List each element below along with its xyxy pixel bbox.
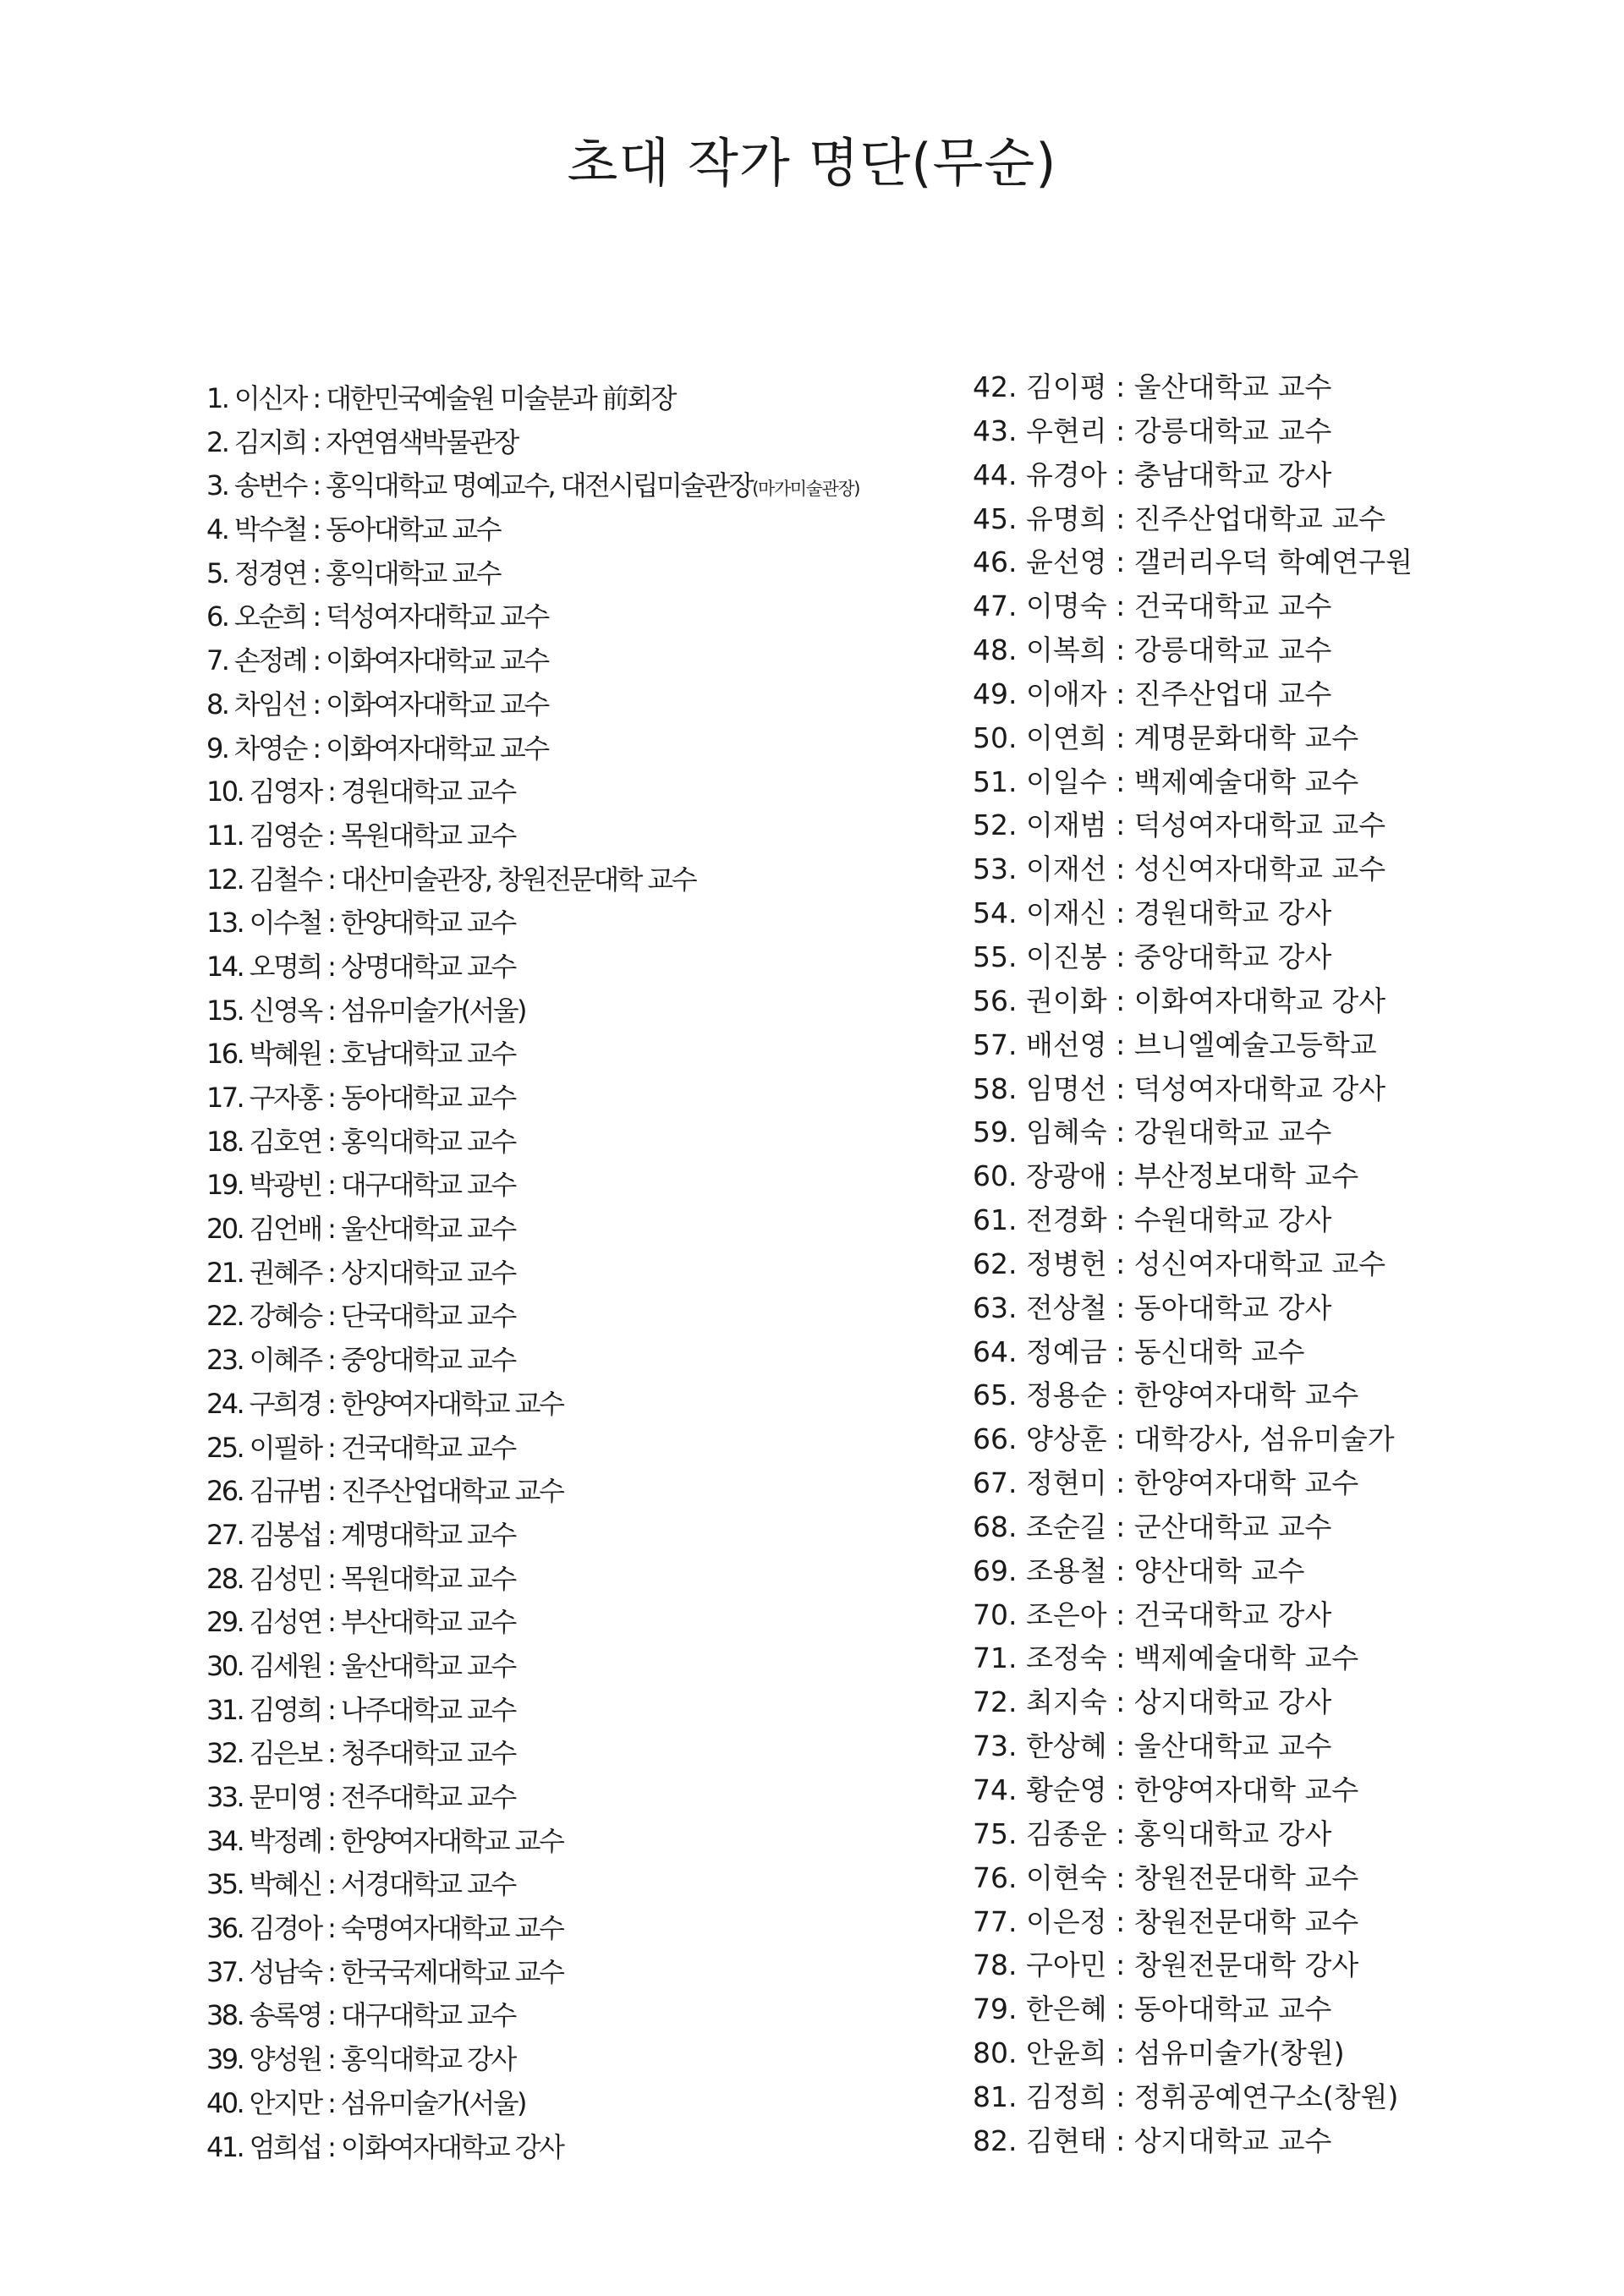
artist-entry [206,1776,951,1820]
artist-entry-text: 58. 임명선 : 덕성여자대학교 강사 [973,1071,1386,1105]
artist-entry-text: 33. 문미영 : 전주대학교 교수 [206,1781,515,1813]
artist-entry [206,2126,951,2170]
artist-entry [973,497,1599,541]
artist-entry-text: 9. 차영순 : 이화여자대학교 교수 [206,732,548,764]
artist-entry-text: 1. 이신자 : 대한민국예술원 미술분과 前회장 [206,382,675,414]
artist-entry-text: 72. 최지숙 : 상지대학교 강사 [973,1685,1332,1719]
artist-entry [206,1732,951,1776]
artist-entry [206,1470,951,1514]
artist-entry-text: 28. 김성민 : 목원대학교 교수 [206,1562,515,1595]
artist-entry [206,1863,951,1907]
artist-entry [973,2119,1599,2163]
artist-entry-text: 34. 박정례 : 한양여자대학교 교수 [206,1824,563,1857]
artist-entry [206,421,951,465]
artist-entry [206,464,951,508]
artist-list-right-column [973,365,1599,2163]
page-title: 초대 작가 명단(무순) [567,132,1057,194]
artist-entry [206,770,951,814]
artist-entry-text: 59. 임혜숙 : 강원대학교 교수 [973,1115,1332,1149]
artist-entry [973,979,1599,1023]
artist-entry-text: 18. 김호연 : 홍익대학교 교수 [206,1125,515,1158]
artist-entry-text: 47. 이명숙 : 건국대학교 교수 [973,589,1332,623]
artist-entry-text: 36. 김경아 : 숙명여자대학교 교수 [206,1912,563,1945]
artist-entry [206,508,951,552]
artist-entry [973,891,1599,935]
artist-entry [973,1856,1599,1900]
artist-entry [206,1994,951,2038]
artist-entry-text: 27. 김봉섭 : 계명대학교 교수 [206,1518,515,1551]
artist-entry [206,1252,951,1296]
artist-entry-text: 77. 이은정 : 창원전문대학 교수 [973,1904,1359,1938]
artist-entry-text: 56. 권이화 : 이화여자대학교 강사 [973,984,1386,1017]
artist-entry-text: 49. 이애자 : 진주산업대 교수 [973,677,1332,710]
artist-entry [973,1943,1599,1987]
artist-entry-text: 43. 우현리 : 강릉대학교 교수 [973,414,1332,447]
artist-entry-text: 64. 정예금 : 동신대학 교수 [973,1334,1305,1368]
artist-entry [973,716,1599,760]
artist-entry-text: 22. 강혜승 : 단국대학교 교수 [206,1300,515,1333]
artist-entry [973,935,1599,979]
artist-entry-text: 17. 구자홍 : 동아대학교 교수 [206,1082,515,1114]
artist-entry-text: 24. 구희경 : 한양여자대학교 교수 [206,1387,563,1420]
artist-entry-text: 7. 손정례 : 이화여자대학교 교수 [206,644,548,677]
artist-entry-text: 20. 김언배 : 울산대학교 교수 [206,1213,515,1246]
artist-entry-text: 23. 이혜주 : 중앙대학교 교수 [206,1344,515,1377]
artist-entry-note: (마가미술관장) [752,479,860,500]
artist-entry [973,1286,1599,1330]
artist-entry-text: 73. 한상혜 : 울산대학교 교수 [973,1729,1332,1763]
artist-entry-text: 74. 황순영 : 한양여자대학 교수 [973,1773,1359,1806]
artist-entry-text: 80. 안윤희 : 섬유미술가(창원) [973,2036,1345,2070]
artist-entry [206,727,951,771]
artist-entry-text: 52. 이재범 : 덕성여자대학교 교수 [973,808,1386,842]
artist-entry [973,1154,1599,1198]
artist-entry [973,1724,1599,1768]
artist-entry-text: 60. 장광애 : 부산정보대학 교수 [973,1159,1359,1193]
artist-entry [973,1549,1599,1593]
artist-entry-text: 76. 이현숙 : 창원전문대학 교수 [973,1860,1359,1894]
artist-entry-text: 53. 이재선 : 성신여자대학교 교수 [973,852,1386,886]
artist-entry-text: 79. 한은혜 : 동아대학교 교수 [973,1992,1332,2026]
artist-entry-text: 66. 양상훈 : 대학강사, 섬유미술가 [973,1422,1395,1456]
artist-entry [973,2075,1599,2119]
artist-entry-text: 41. 엄희섭 : 이화여자대학교 강사 [206,2130,563,2163]
artist-entry-text: 44. 유경아 : 충남대학교 강사 [973,458,1332,491]
artist-entry [206,858,951,902]
artist-entry [973,1417,1599,1461]
artist-entry-text: 13. 이수철 : 한양대학교 교수 [206,907,515,940]
artist-entry-text: 69. 조용철 : 양산대학 교수 [973,1553,1305,1587]
artist-entry [206,1427,951,1471]
artist-entry [206,552,951,596]
artist-entry-text: 39. 양성원 : 홍익대학교 강사 [206,2043,515,2076]
artist-entry [206,1820,951,1864]
artist-entry [206,1689,951,1733]
artist-entry-text: 8. 차임선 : 이화여자대학교 교수 [206,688,548,721]
artist-entry [973,1242,1599,1286]
artist-entry-text: 63. 전상철 : 동아대학교 강사 [973,1290,1332,1324]
artist-entry-text: 50. 이연희 : 계명문화대학 교수 [973,721,1359,754]
artist-entry-text: 4. 박수철 : 동아대학교 교수 [206,513,500,546]
artist-entry [206,989,951,1033]
artist-entry-text: 62. 정병헌 : 성신여자대학교 교수 [973,1247,1386,1280]
artist-entry [973,2031,1599,2075]
artist-entry [206,1121,951,1164]
artist-entry-text: 38. 송록영 : 대구대학교 교수 [206,1999,515,2032]
artist-entry [973,1987,1599,2031]
artist-entry [973,1812,1599,1856]
artist-entry-text: 5. 정경연 : 홍익대학교 교수 [206,556,500,589]
artist-entry [973,672,1599,716]
artist-entry-text: 19. 박광빈 : 대구대학교 교수 [206,1169,515,1202]
artist-entry [973,760,1599,804]
artist-entry [973,1198,1599,1242]
artist-entry [206,1558,951,1602]
artist-entry-text: 57. 배선영 : 브니엘예술고등학교 [973,1027,1377,1061]
artist-entry [973,1023,1599,1067]
artist-entry [973,1593,1599,1637]
artist-entry [973,803,1599,847]
artist-entry [973,1636,1599,1680]
artist-entry-text: 42. 김이평 : 울산대학교 교수 [973,370,1332,403]
artist-entry [206,1295,951,1339]
artist-entry [973,847,1599,891]
artist-entry-text: 10. 김영자 : 경원대학교 교수 [206,775,515,808]
artist-entry [973,409,1599,453]
artist-entry-text: 82. 김현태 : 상지대학교 교수 [973,2123,1332,2157]
artist-entry [206,945,951,989]
artist-entry-text: 3. 송번수 : 홍익대학교 명예교수, 대전시립미술관장 [206,469,753,502]
artist-entry [206,683,951,727]
artist-entry [973,1373,1599,1417]
artist-entry-text: 45. 유명희 : 진주산업대학교 교수 [973,501,1386,535]
artist-entry [206,2038,951,2082]
artist-entry [973,1768,1599,1812]
artist-entry-text: 51. 이일수 : 백제예술대학 교수 [973,764,1359,798]
artist-entry [206,2082,951,2126]
artist-entry-text: 35. 박혜신 : 서경대학교 교수 [206,1868,515,1901]
artist-entry [206,901,951,945]
artist-entry [206,1383,951,1427]
artist-entry-text: 46. 윤선영 : 갤러리우덕 학예연구원 [973,545,1413,579]
artist-entry [973,1505,1599,1549]
artist-entry-text: 67. 정현미 : 한양여자대학 교수 [973,1466,1359,1500]
artist-entry-text: 32. 김은보 : 청주대학교 교수 [206,1737,515,1770]
artist-entry [973,1067,1599,1111]
artist-list-left-column [206,377,951,2169]
artist-entry [206,1514,951,1558]
artist-entry-text: 61. 전경화 : 수원대학교 강사 [973,1203,1332,1237]
artist-entry [973,1900,1599,1944]
artist-entry-text: 71. 조정숙 : 백제예술대학 교수 [973,1641,1359,1675]
artist-entry-text: 25. 이필하 : 건국대학교 교수 [206,1431,515,1464]
artist-entry [206,1645,951,1689]
artist-entry [973,1461,1599,1505]
artist-entry-text: 40. 안지만 : 섬유미술가(서울) [206,2086,525,2119]
artist-entry [206,1208,951,1252]
artist-entry-text: 6. 오순희 : 덕성여자대학교 교수 [206,600,548,633]
artist-entry-text: 55. 이진봉 : 중앙대학교 강사 [973,940,1332,973]
artist-entry-text: 2. 김지희 : 자연염색박물관장 [206,425,518,458]
artist-entry [206,595,951,639]
artist-entry-text: 65. 정용순 : 한양여자대학 교수 [973,1378,1359,1412]
artist-entry [973,628,1599,672]
artist-entry [206,639,951,683]
artist-entry-text: 12. 김철수 : 대산미술관장, 창원전문대학 교수 [206,863,696,896]
artist-entry-text: 14. 오명희 : 상명대학교 교수 [206,950,515,983]
artist-entry [973,540,1599,584]
artist-entry-text: 16. 박혜원 : 호남대학교 교수 [206,1038,515,1071]
artist-entry [973,365,1599,409]
artist-entry-text: 30. 김세원 : 울산대학교 교수 [206,1649,515,1682]
artist-entry [206,1951,951,1995]
artist-entry [206,1164,951,1208]
artist-entry-text: 11. 김영순 : 목원대학교 교수 [206,819,515,852]
artist-entry [206,1907,951,1951]
artist-entry [973,453,1599,497]
artist-entry [206,814,951,858]
artist-entry-text: 26. 김규범 : 진주산업대학교 교수 [206,1475,563,1508]
artist-entry-text: 70. 조은아 : 건국대학교 강사 [973,1597,1332,1631]
artist-entry-text: 68. 조순길 : 군산대학교 교수 [973,1510,1332,1543]
artist-entry-text: 37. 성남숙 : 한국국제대학교 교수 [206,1955,563,1988]
artist-entry-text: 48. 이복희 : 강릉대학교 교수 [973,633,1332,667]
artist-entry [206,377,951,421]
artist-entry-text: 81. 김정희 : 정휘공예연구소(창원) [973,2080,1399,2113]
artist-entry-text: 29. 김성연 : 부산대학교 교수 [206,1606,515,1639]
artist-entry [973,1680,1599,1724]
artist-entry-text: 54. 이재신 : 경원대학교 강사 [973,896,1332,930]
artist-entry-text: 31. 김영희 : 나주대학교 교수 [206,1693,515,1726]
artist-entry [206,1601,951,1645]
artist-entry-text: 15. 신영옥 : 섬유미술가(서울) [206,994,525,1027]
artist-entry [973,1330,1599,1374]
artist-entry-text: 78. 구아민 : 창원전문대학 강사 [973,1948,1359,1982]
artist-entry [206,1339,951,1383]
artist-entry-text: 75. 김종운 : 홍익대학교 강사 [973,1817,1332,1850]
artist-entry [206,1077,951,1121]
artist-entry [206,1033,951,1077]
artist-entry [973,584,1599,628]
artist-entry [973,1110,1599,1154]
artist-entry-text: 21. 권혜주 : 상지대학교 교수 [206,1256,515,1289]
